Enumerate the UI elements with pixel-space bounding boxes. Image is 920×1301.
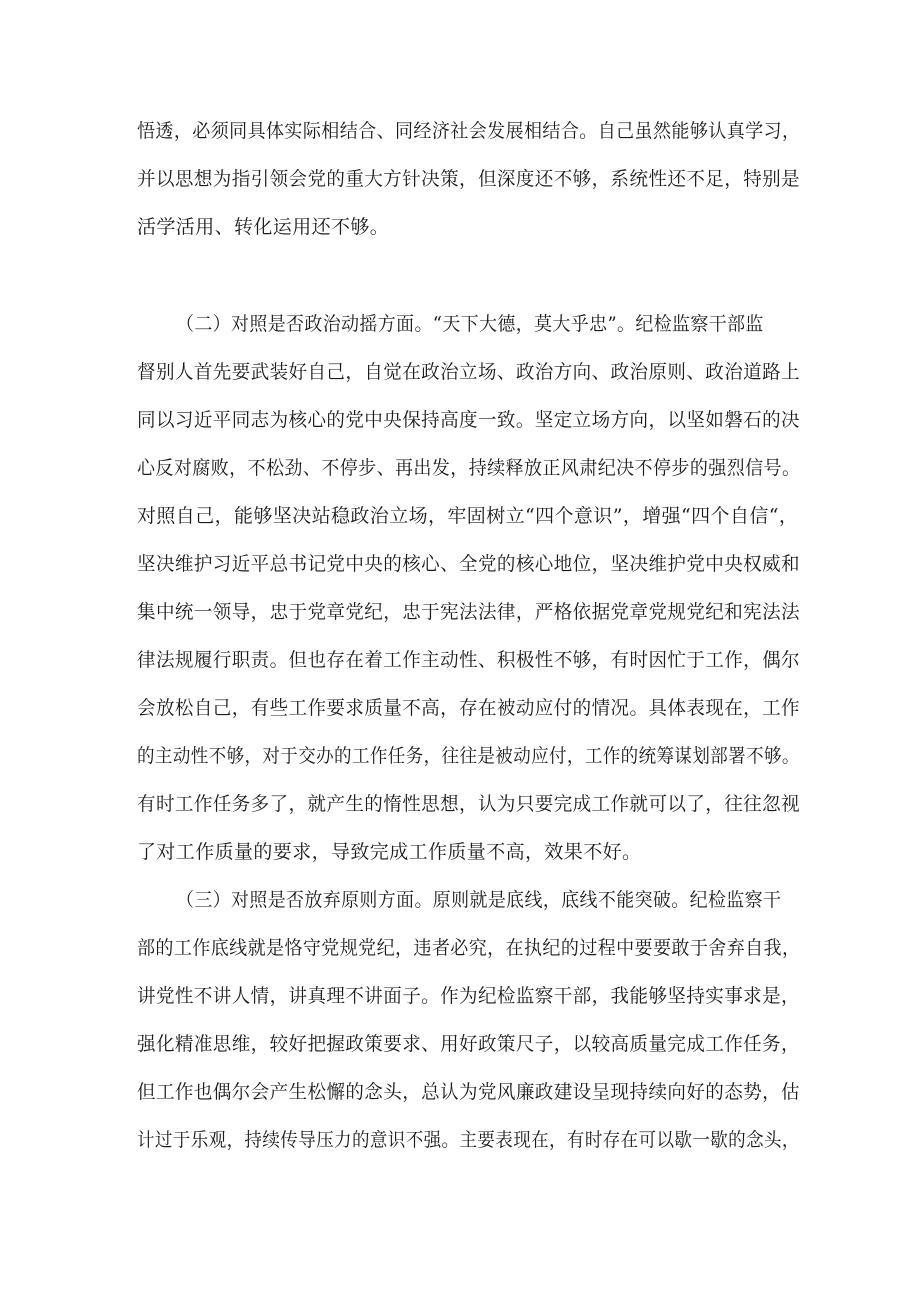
paragraph-line: 律法规履行职责。但也存在着工作主动性、积极性不够，有时因忙于工作，偶尔 — [137, 649, 800, 671]
paragraph-line: 心反对腐败，不松劲、不停步、再出发，持续释放正风肃纪决不停步的强烈信号。 — [137, 457, 801, 479]
paragraph-line: 但工作也偶尔会产生松懈的念头，总认为党风廉政建设呈现持续向好的态势，估 — [137, 1081, 800, 1103]
paragraph-line: 会放松自己，有些工作要求质量不高，存在被动应付的情况。具体表现在，工作 — [137, 697, 800, 719]
paragraph-line: 计过于乐观，持续传导压力的意识不强。主要表现在，有时存在可以歇一歇的念头， — [137, 1129, 800, 1151]
paragraph-line: 对照自己，能够坚决站稳政治立场，牢固树立“四个意识”，增强“四个自信“， — [137, 505, 799, 527]
paragraph-line: 了对工作质量的要求，导致完成工作质量不高，效果不好。 — [137, 841, 642, 863]
paragraph-line: 坚决维护习近平总书记党中央的核心、全党的核心地位，坚决维护党中央权威和 — [137, 553, 800, 575]
paragraph-line: 部的工作底线就是恪守党规党纪，违者必究，在执纪的过程中要要敢于舍弃自我， — [137, 937, 801, 959]
paragraph-line: 集中统一领导，忠于党章党纪，忠于宪法法律，严格依据党章党规党纪和宪法法 — [137, 601, 800, 623]
paragraph-line: 并以思想为指引领会党的重大方针决策，但深度还不够，系统性还不足，特别是 — [137, 168, 800, 190]
paragraph-line: 有时工作任务多了，就产生的惰性思想，认为只要完成工作就可以了，往往忽视 — [137, 793, 800, 815]
paragraph-line: （二）对照是否政治动摇方面。“天下大德，莫大乎忠”。纪检监察干部监 — [176, 313, 764, 335]
paragraph-line: 活学活用、转化运用还不够。 — [137, 216, 390, 238]
paragraph-line: 讲党性不讲人情，讲真理不讲面子。作为纪检监察干部，我能够坚持实事求是， — [137, 985, 800, 1007]
paragraph-line: 的主动性不够，对于交办的工作任务，往往是被动应付，工作的统筹谋划部署不够。 — [137, 745, 800, 767]
paragraph-line: 悟透，必须同具体实际相结合、同经济社会发展相结合。自己虽然能够认真学习， — [137, 120, 801, 142]
paragraph-line: 同以习近平同志为核心的党中央保持高度一致。坚定立场方向，以坚如磐石的决 — [137, 409, 800, 431]
paragraph-line: 督别人首先要武装好自己，自觉在政治立场、政治方向、政治原则、政治道路上 — [137, 361, 800, 383]
paragraph-line: 强化精准思维，较好把握政策要求、用好政策尺子，以较高质量完成工作任务， — [137, 1033, 800, 1055]
paragraph-line: （三）对照是否放弃原则方面。原则就是底线，底线不能突破。纪检监察干 — [176, 889, 782, 911]
